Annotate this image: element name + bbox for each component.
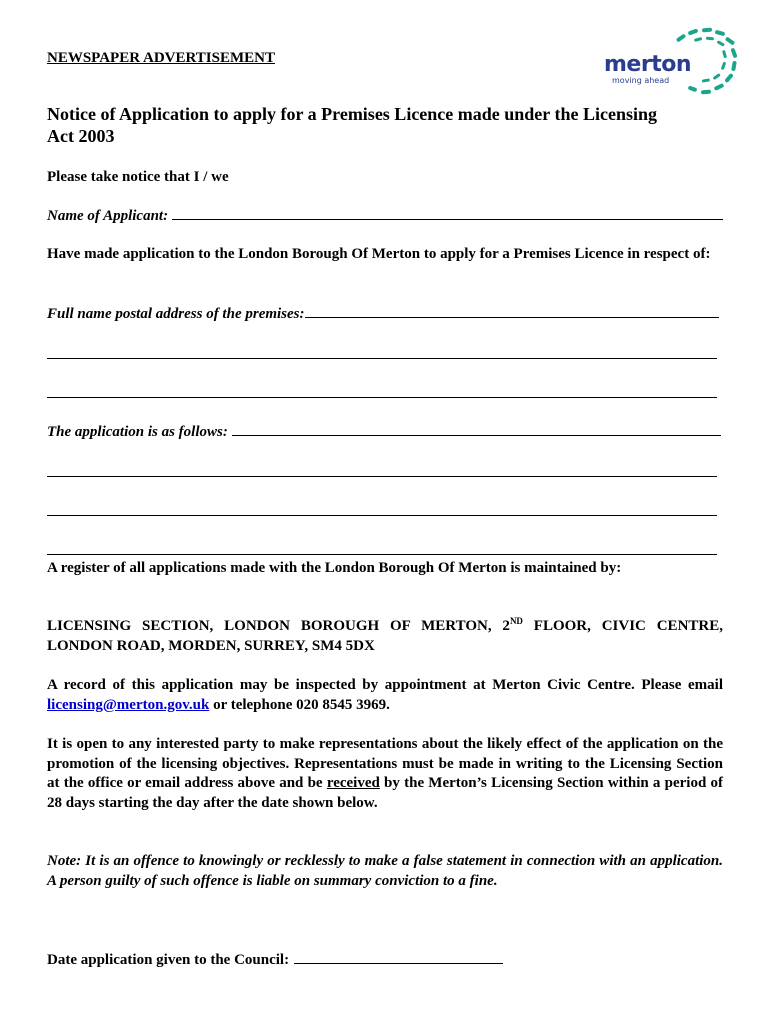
merton-logo-text: merton (604, 52, 691, 77)
representation-part-2: by the Merton’s Licensing Section within a period of 28 days starting the day after the date shown below. (47, 775, 723, 811)
address-superscript: ND (509, 616, 523, 626)
record-statement (47, 676, 723, 715)
application-details-input-line-2[interactable] (47, 476, 717, 477)
application-details-row (47, 422, 721, 443)
licensing-address (47, 617, 723, 656)
intro-text: Please take notice that I / we (47, 169, 229, 185)
premises-row (47, 304, 719, 325)
representation-statement (47, 735, 723, 813)
application-statement: Have made application to the London Borough Of Merton to apply for a Premises Licence in respect of: (47, 246, 711, 262)
date-row (47, 950, 503, 971)
date-input-line[interactable] (294, 950, 503, 964)
applicant-label: Name of Applicant: (47, 208, 169, 224)
premises-label: Full name postal address of the premises: (47, 306, 305, 322)
premises-input-line-3[interactable] (47, 397, 717, 398)
applicant-input-line[interactable] (172, 206, 723, 220)
address-part-1: LICENSING SECTION, LONDON BOROUGH OF MERTON, 2 (47, 618, 510, 634)
application-details-input-line[interactable] (232, 422, 721, 436)
representation-part-1: It is open to any interested party to make representations about the likely effect of the application on the promotion of the licensing objectives. Representations must be made in writing to the Licensing Section at the office or email address above and be (47, 736, 723, 791)
licensing-email-link[interactable]: licensing@merton.gov.uk (47, 696, 210, 713)
newspaper-advertisement-label: NEWSPAPER ADVERTISEMENT (47, 50, 275, 66)
offence-note: Note: It is an offence to knowingly or recklessly to make a false statement in connection with an application. A person guilty of such offence is liable on summary conviction to a fine. (47, 853, 723, 889)
application-details-input-line-4[interactable] (47, 554, 717, 555)
date-label: Date application given to the Council: (47, 952, 290, 968)
register-statement: A register of all applications made with the London Borough Of Merton is maintained by: (47, 560, 622, 576)
application-details-label: The application is as follows: (47, 424, 228, 440)
record-part-2: or telephone 020 8545 3969. (209, 696, 390, 713)
representation-emphasis: received (326, 775, 380, 791)
page-title: Notice of Application to apply for a Premises Licence made under the Licensing Act 2003 (47, 104, 657, 146)
address-part-2: FLOOR, CIVIC CENTRE, LONDON ROAD, MORDEN, SURREY, SM4 5DX (47, 618, 723, 654)
application-details-input-line-3[interactable] (47, 515, 717, 516)
applicant-row (47, 206, 723, 227)
premises-input-line-2[interactable] (47, 358, 717, 359)
record-part-1: A record of this application may be inspected by appointment at Merton Civic Centre. Please email (47, 677, 723, 693)
merton-logo-tagline: moving ahead (612, 76, 670, 85)
merton-logo (598, 24, 746, 102)
premises-input-line[interactable] (305, 304, 719, 318)
